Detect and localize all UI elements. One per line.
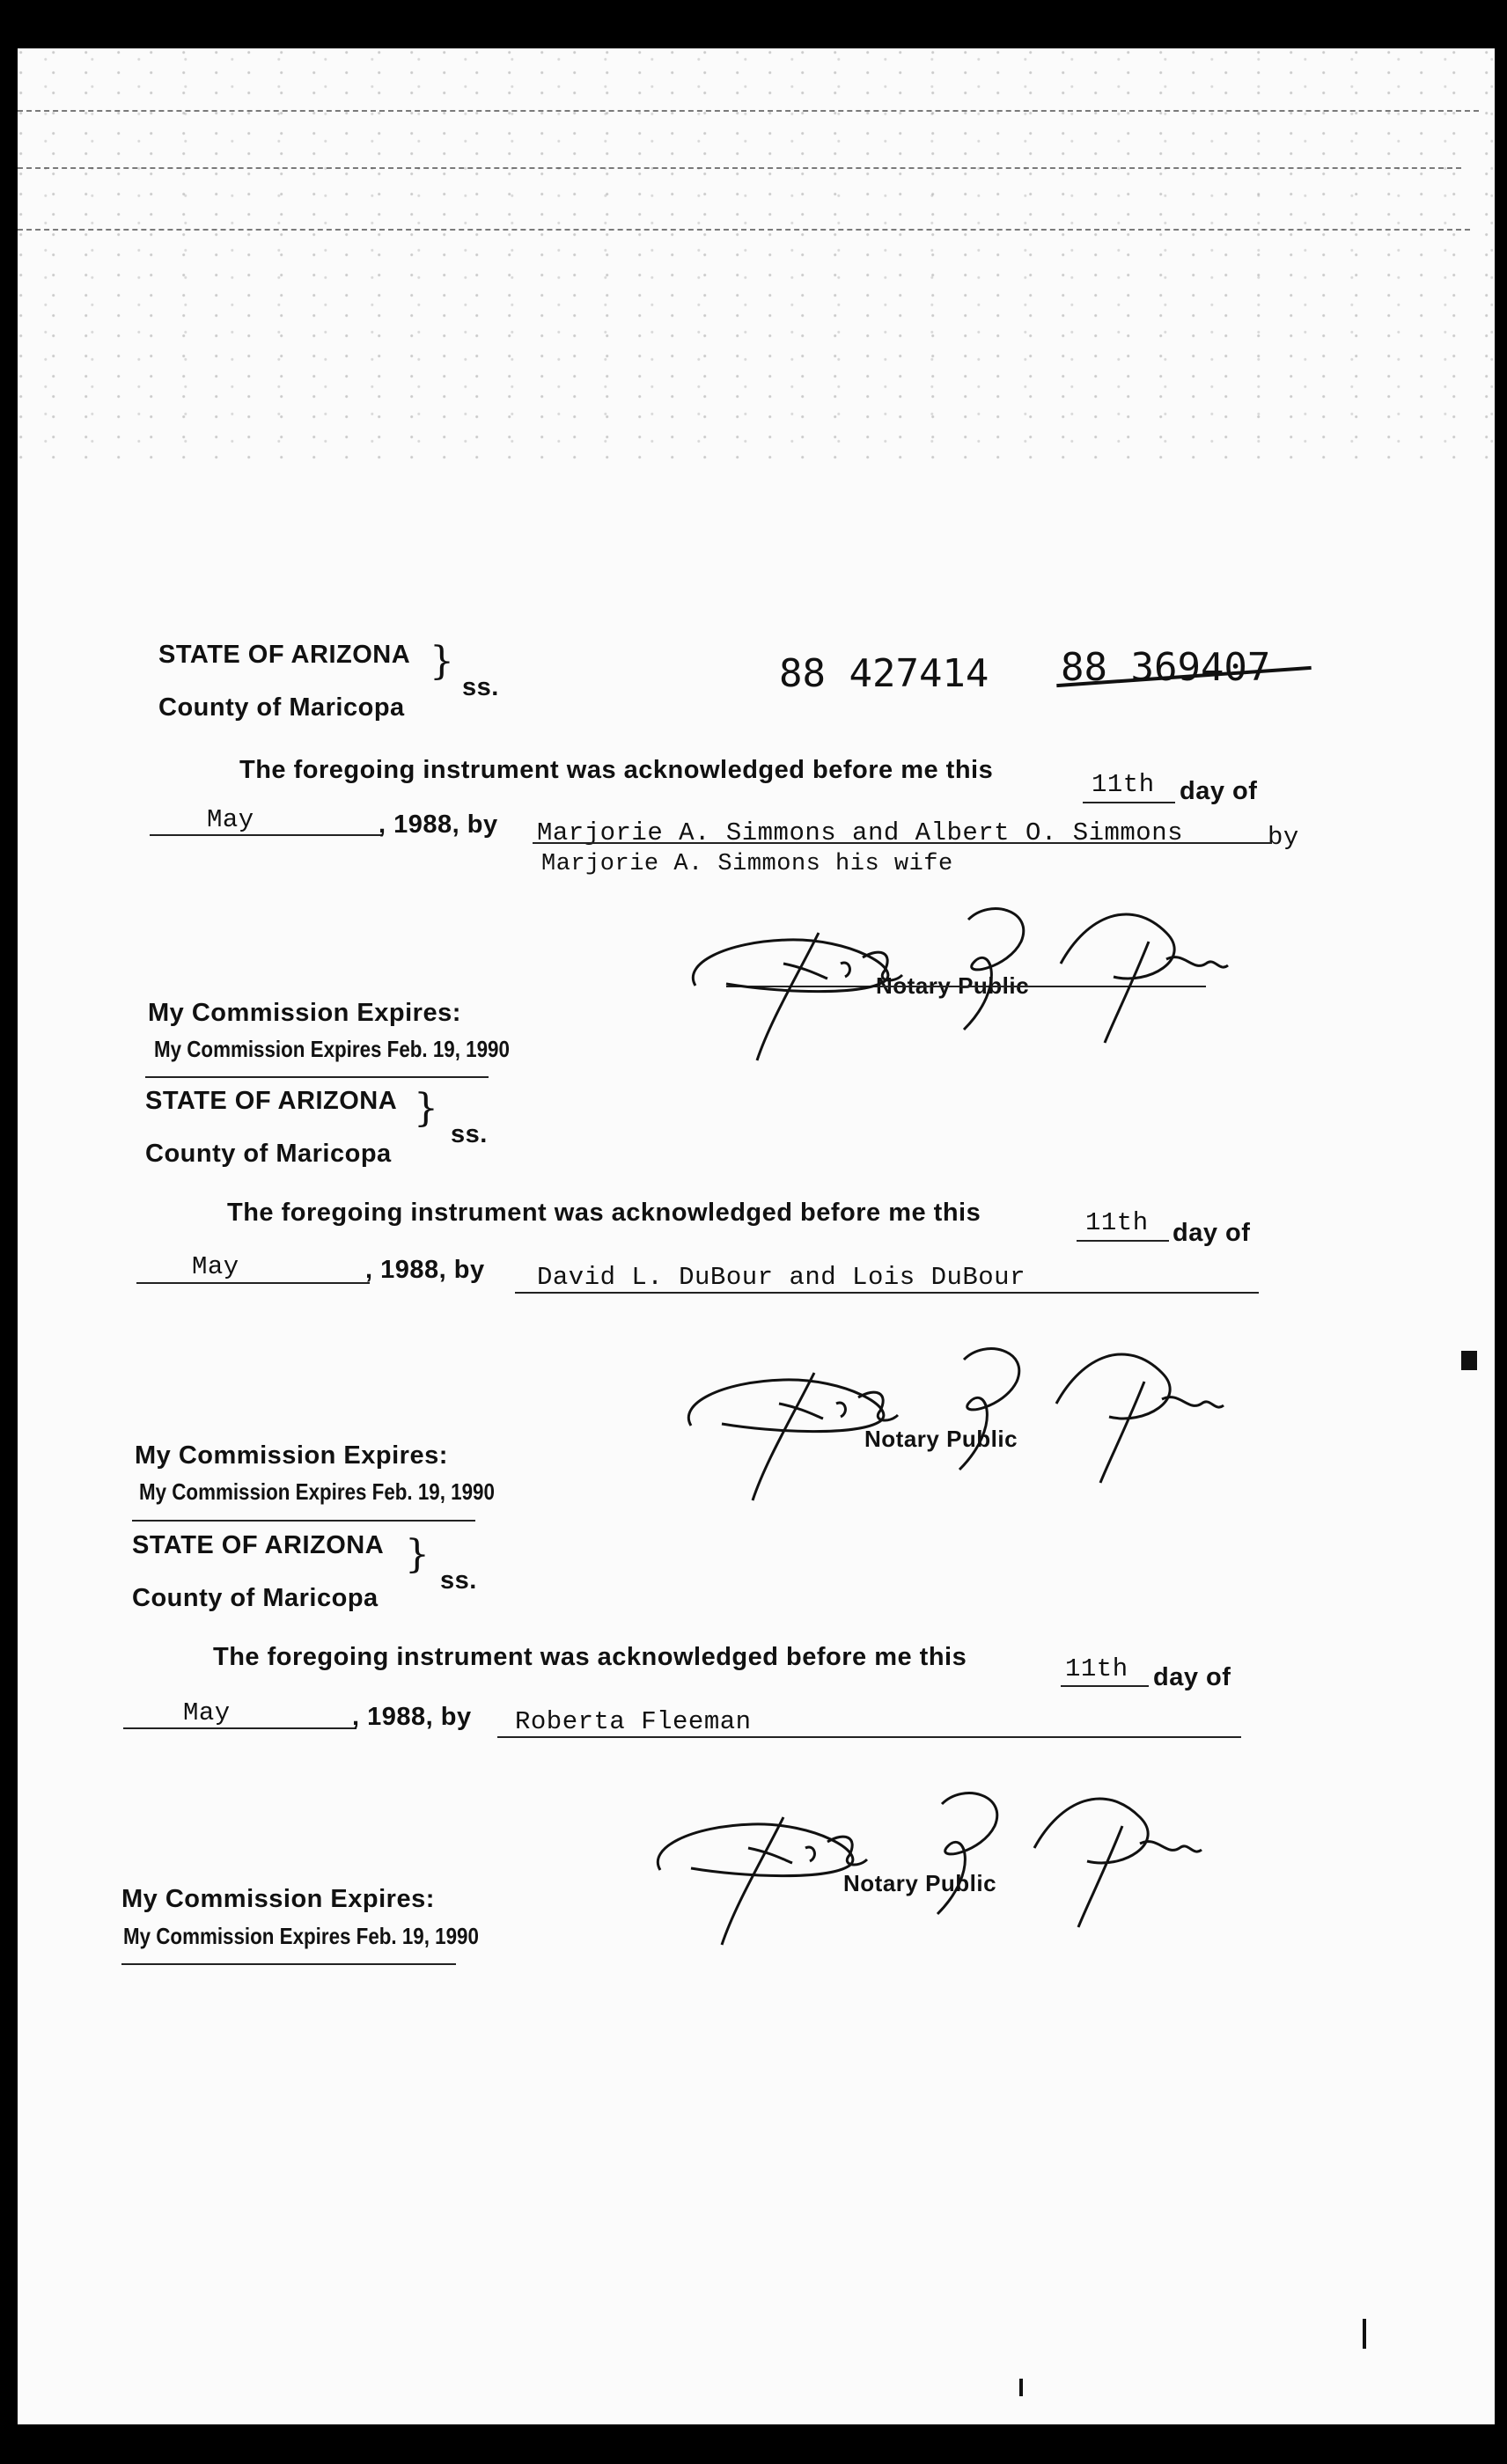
county-label-3: County of Maricopa <box>132 1584 379 1612</box>
notary-public-label-3: Notary Public <box>843 1870 997 1896</box>
notary-public-label-2: Notary Public <box>864 1426 1018 1452</box>
month-1: May <box>207 805 254 834</box>
ss-label-1: ss. <box>462 673 499 701</box>
commission-label-1: My Commission Expires: <box>148 999 461 1027</box>
commission-label-3: My Commission Expires: <box>121 1885 435 1913</box>
month-2: May <box>192 1252 239 1281</box>
scan-mark <box>1363 2319 1366 2349</box>
parties-2: David L. DuBour and Lois DuBour <box>537 1263 1025 1292</box>
scan-line <box>18 167 1461 169</box>
bracket-3: } <box>405 1532 430 1577</box>
day-1: 11th <box>1092 770 1155 799</box>
notary-public-label-1: Notary Public <box>876 972 1030 999</box>
county-label-2: County of Maricopa <box>145 1140 392 1168</box>
county-label-1: County of Maricopa <box>158 693 405 722</box>
commission-label-2: My Commission Expires: <box>135 1441 448 1470</box>
struck-document-number: 88 369407 <box>1061 645 1271 690</box>
ack-text-2: The foregoing instrument was acknowledged before me this <box>227 1199 981 1227</box>
day-2: 11th <box>1085 1208 1149 1237</box>
day-3: 11th <box>1065 1654 1128 1683</box>
commission-stamp-1: My Commission Expires Feb. 19, 1990 <box>154 1036 510 1062</box>
ss-label-3: ss. <box>440 1566 477 1595</box>
parties-underline-2 <box>515 1292 1259 1294</box>
parties-line2-1: Marjorie A. Simmons his wife <box>541 851 953 877</box>
commission-underline-1 <box>145 1076 489 1078</box>
year-by-3: , 1988, by <box>352 1703 472 1731</box>
ss-label-2: ss. <box>451 1120 488 1148</box>
commission-underline-3 <box>121 1963 456 1965</box>
bracket-1: } <box>430 639 454 684</box>
notary-signature-2 <box>669 1324 1232 1518</box>
parties-underline-3 <box>497 1736 1241 1738</box>
ack-text-3: The foregoing instrument was acknowledged before me this <box>213 1643 967 1671</box>
scan-mark <box>1019 2379 1023 2396</box>
commission-stamp-3: My Commission Expires Feb. 19, 1990 <box>123 1923 479 1949</box>
day-of-1: day of <box>1180 777 1258 805</box>
bracket-2: } <box>414 1086 438 1131</box>
ack-text-1: The foregoing instrument was acknowledged before me this <box>239 756 994 784</box>
commission-stamp-2: My Commission Expires Feb. 19, 1990 <box>139 1478 495 1505</box>
parties-by-1: by <box>1268 823 1299 852</box>
scanned-page <box>18 48 1495 2424</box>
month-3: May <box>183 1698 231 1727</box>
scan-mark <box>1461 1351 1477 1370</box>
scan-line <box>18 229 1470 231</box>
year-by-2: , 1988, by <box>365 1256 485 1284</box>
year-by-1: , 1988, by <box>379 810 498 839</box>
day-underline-2 <box>1077 1240 1169 1242</box>
day-of-2: day of <box>1173 1219 1251 1247</box>
day-of-3: day of <box>1153 1663 1231 1691</box>
month-underline-2 <box>136 1282 370 1284</box>
month-underline-3 <box>123 1727 357 1729</box>
parties-3: Roberta Fleeman <box>515 1707 752 1736</box>
month-underline-1 <box>150 834 383 836</box>
state-label-2: STATE OF ARIZONA <box>145 1087 398 1115</box>
notary-signature-1 <box>673 880 1237 1074</box>
notary-signature-3 <box>638 1769 1219 1962</box>
parties-1: Marjorie A. Simmons and Albert O. Simmons <box>537 818 1184 847</box>
day-underline-1 <box>1083 802 1175 803</box>
state-label-3: STATE OF ARIZONA <box>132 1531 385 1559</box>
commission-underline-2 <box>132 1520 475 1522</box>
state-label-1: STATE OF ARIZONA <box>158 641 411 669</box>
day-underline-3 <box>1061 1685 1149 1687</box>
scan-line <box>18 110 1479 112</box>
document-number: 88 427414 <box>779 651 989 696</box>
parties-underline-1 <box>533 842 1272 844</box>
